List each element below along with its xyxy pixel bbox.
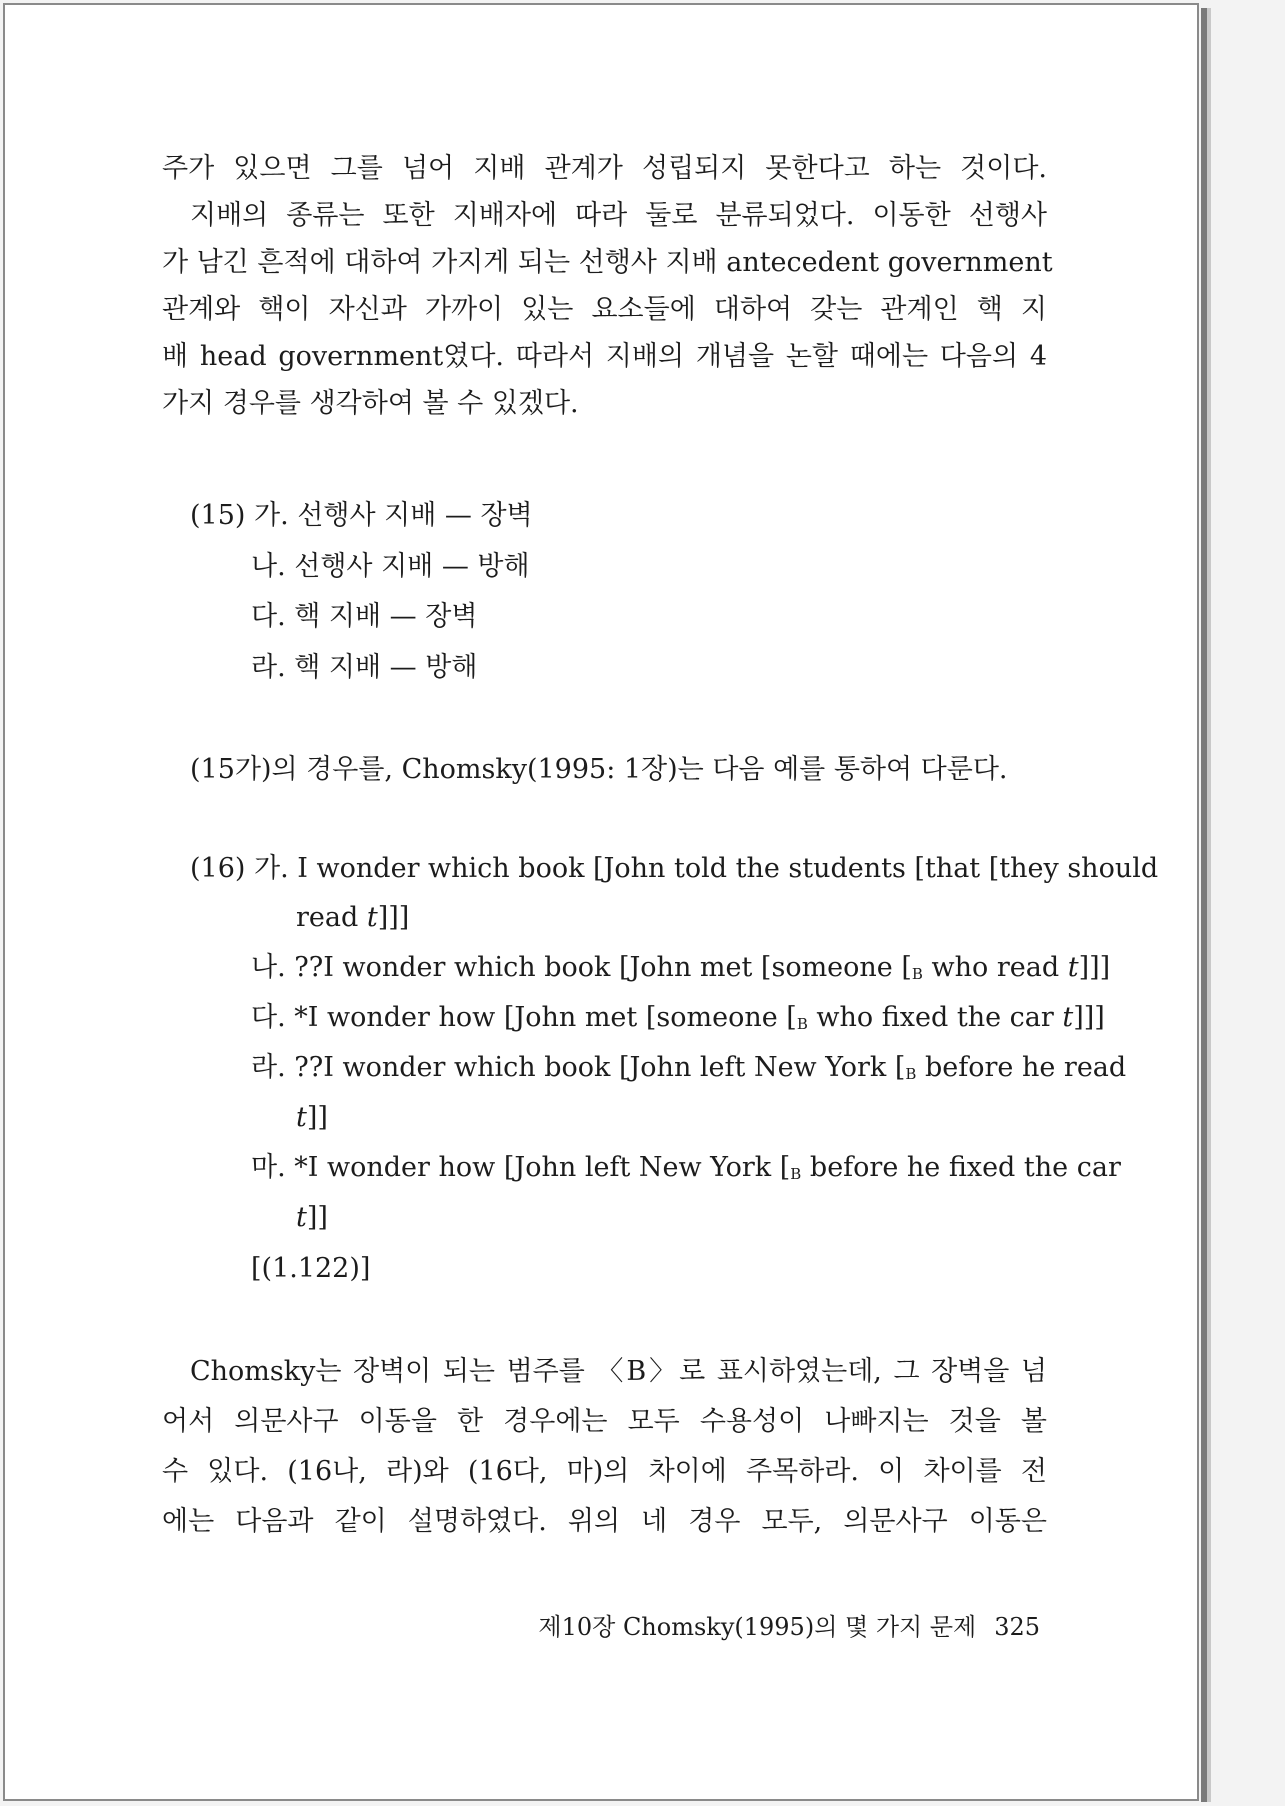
example-number: (15): [190, 500, 246, 531]
example-item: [251, 549, 530, 585]
trace: t: [366, 902, 378, 933]
body-line: 가지 경우를 생각하여 볼 수 있겠다.: [162, 388, 579, 419]
text: ]]: [306, 1202, 328, 1233]
book-page: [3, 3, 1199, 1801]
body-line: (15가)의 경우를, Chomsky(1995: 1장)는 다음 예를 통하여 다룬다.: [190, 754, 1008, 785]
item-marker: 라.: [251, 652, 286, 683]
text: ]]]: [377, 902, 410, 933]
item-text: 선행사 지배 — 방해: [294, 551, 530, 582]
text: ??I wonder which book [John met [someone [: [294, 952, 912, 983]
text: *I wonder how [John met [someone [: [294, 1002, 797, 1033]
trace: t: [1062, 1002, 1074, 1033]
text: who read: [922, 952, 1068, 983]
item-marker: 라.: [251, 1052, 286, 1083]
text: ]]]: [1073, 1002, 1105, 1033]
example-number: (16): [190, 853, 246, 884]
example-continuation: [296, 1200, 328, 1236]
example-item: [251, 1050, 1126, 1092]
body-line: 어서 의문사구 이동을 한 경우에는 모두 수용성이 나빠지는 것을 볼: [162, 1406, 1047, 1437]
item-text: 핵 지배 — 장벽: [294, 601, 478, 632]
barrier-subscript: B: [790, 1165, 802, 1183]
body-line: 주가 있으면 그를 넘어 지배 관계가 성립되지 못한다고 하는 것이다.: [162, 153, 1047, 184]
text: ??I wonder which book [John left New York [: [294, 1052, 906, 1083]
item-marker: 다.: [251, 601, 286, 632]
text: ]]]: [1078, 952, 1111, 983]
item-marker: 나.: [251, 551, 286, 582]
body-line: Chomsky는 장벽이 되는 범주를 〈B〉로 표시하였는데, 그 장벽을 넘: [190, 1356, 1047, 1387]
text: before he fixed the car: [801, 1152, 1121, 1183]
body-line: 가 남긴 흔적에 대하여 가지게 되는 선행사 지배 antecedent government: [162, 247, 1053, 278]
page-number: 325: [994, 1613, 1040, 1641]
trace: t: [296, 1202, 307, 1233]
body-line: 에는 다음과 같이 설명하였다. 위의 네 경우 모두, 의문사구 이동은: [162, 1506, 1047, 1537]
example-item: [251, 1000, 1105, 1042]
text: before he read: [916, 1052, 1127, 1083]
barrier-subscript: B: [905, 1065, 917, 1083]
running-head: 제10장 Chomsky(1995)의 몇 가지 문제: [538, 1613, 977, 1641]
item-marker: 다.: [251, 1002, 286, 1033]
item-marker: 가.: [254, 853, 289, 884]
text: *I wonder how [John left New York [: [294, 1152, 791, 1183]
body-line: 수 있다. (16나, 라)와 (16다, 마)의 차이에 주목하라. 이 차이를 전: [162, 1456, 1047, 1487]
body-line: 배 head government였다. 따라서 지배의 개념을 논할 때에는 다음의 4: [162, 341, 1047, 372]
example-item: [251, 650, 477, 686]
trace: t: [296, 1102, 307, 1133]
body-line: 관계와 핵이 자신과 가까이 있는 요소들에 대하여 갖는 관계인 핵 지: [162, 294, 1047, 325]
page-edge-highlight: [1207, 8, 1211, 1802]
item-text: I wonder which book [John told the students [that [they should: [297, 853, 1159, 884]
example-item: [251, 1150, 1121, 1192]
page-footer: [538, 1611, 1040, 1643]
item-text: 핵 지배 — 방해: [294, 652, 478, 683]
barrier-subscript: B: [911, 965, 923, 983]
text: read: [296, 902, 367, 933]
item-marker: 나.: [251, 952, 286, 983]
example-15: [190, 498, 533, 534]
item-marker: 마.: [251, 1152, 286, 1183]
example-16: [190, 851, 1158, 887]
body-line: 지배의 종류는 또한 지배자에 따라 둘로 분류되었다. 이동한 선행사: [190, 200, 1047, 231]
example-item: [251, 950, 1110, 992]
trace: t: [1067, 952, 1079, 983]
barrier-subscript: B: [796, 1015, 808, 1033]
text: ]]: [306, 1102, 328, 1133]
text: who fixed the car: [807, 1002, 1063, 1033]
example-item: [251, 599, 477, 635]
example-continuation: [296, 900, 409, 936]
example-source: [(1.122)]: [251, 1253, 371, 1284]
example-continuation: [296, 1100, 328, 1136]
item-text: 선행사 지배 — 장벽: [297, 500, 533, 531]
item-marker: 가.: [254, 500, 289, 531]
